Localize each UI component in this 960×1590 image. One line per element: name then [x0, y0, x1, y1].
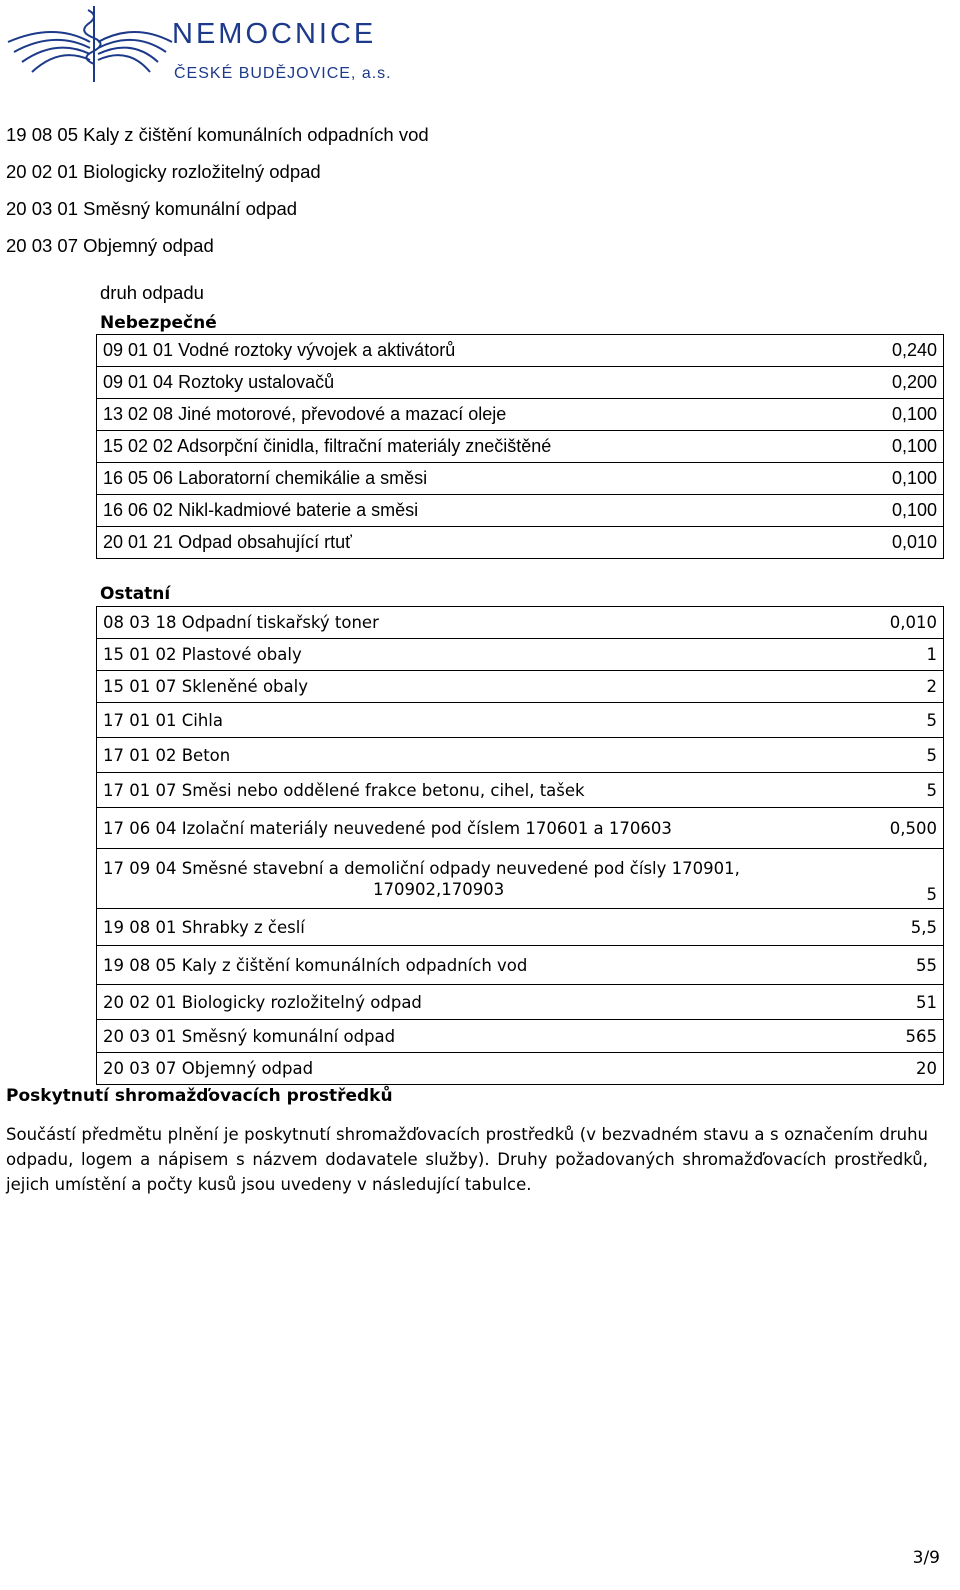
- waste-name: [97, 849, 812, 909]
- waste-amount: 55: [811, 946, 944, 985]
- table-row: [97, 671, 944, 703]
- table-row: [97, 463, 944, 495]
- waste-amount: 0,100: [811, 431, 944, 463]
- table-row: [97, 1053, 944, 1085]
- list-item: 20 02 01 Biologicky rozložitelný odpad: [6, 161, 321, 182]
- table-row: [97, 527, 944, 559]
- table-row: [97, 703, 944, 738]
- table-row: [97, 946, 944, 985]
- waste-name: 15 01 02 Plastové obaly: [97, 639, 812, 671]
- waste-amount: 5,5: [811, 909, 944, 946]
- waste-name: 20 03 01 Směsný komunální odpad: [97, 1020, 812, 1053]
- waste-name: 16 06 02 Nikl-kadmiové baterie a směsi: [97, 495, 812, 527]
- waste-amount: 0,100: [811, 463, 944, 495]
- table-row: [97, 738, 944, 773]
- waste-name: 17 01 07 Směsi nebo oddělené frakce betonu, cihel, tašek: [97, 773, 812, 808]
- table-row: [97, 985, 944, 1020]
- table-row: [97, 639, 944, 671]
- other-table: [96, 606, 944, 1085]
- hospital-logo: [4, 2, 424, 86]
- waste-name: 17 06 04 Izolační materiály neuvedené pod číslem 170601 a 170603: [97, 808, 812, 849]
- waste-amount: 1: [811, 639, 944, 671]
- waste-amount: 0,010: [811, 527, 944, 559]
- waste-name: 15 01 07 Skleněné obaly: [97, 671, 812, 703]
- table-row: [97, 849, 944, 909]
- table-row: [97, 773, 944, 808]
- waste-type-label: druh odpadu: [100, 282, 204, 303]
- table-row: [97, 367, 944, 399]
- logo-subtitle: ČESKÉ BUDĚJOVICE, a.s.: [174, 65, 392, 82]
- table-row: [97, 335, 944, 367]
- waste-name: 20 01 21 Odpad obsahující rtuť: [97, 527, 812, 559]
- waste-amount: 565: [811, 1020, 944, 1053]
- waste-amount: 0,200: [811, 367, 944, 399]
- hazard-table: [96, 334, 944, 559]
- list-item: 20 03 01 Směsný komunální odpad: [6, 198, 298, 219]
- list-item: 20 03 07 Objemný odpad: [6, 235, 214, 256]
- waste-name-line1: 17 09 04 Směsné stavební a demoliční odpady neuvedené pod čísly 170901,: [103, 858, 740, 878]
- waste-amount: 5: [811, 738, 944, 773]
- hazard-heading: Nebezpečné: [100, 313, 217, 333]
- waste-amount: 0,240: [811, 335, 944, 367]
- waste-name: 19 08 01 Shrabky z česlí: [97, 909, 812, 946]
- waste-name: 17 01 02 Beton: [97, 738, 812, 773]
- waste-name: 08 03 18 Odpadní tiskařský toner: [97, 607, 812, 639]
- logo-title: NEMOCNICE: [172, 18, 377, 50]
- waste-name: 09 01 04 Roztoky ustalovačů: [97, 367, 812, 399]
- list-item: 19 08 05 Kaly z čištění komunálních odpadních vod: [6, 124, 429, 145]
- table-row: [97, 399, 944, 431]
- caduceus-wings-icon: [4, 2, 174, 86]
- waste-name: 20 02 01 Biologicky rozložitelný odpad: [97, 985, 812, 1020]
- body-paragraph: Součástí předmětu plnění je poskytnutí shromažďovacích prostředků (v bezvadném stavu a s označením druhu odpadu, logem a nápisem s názvem dodavatele služby). Druhy požadovaných shromažďovacích prostředků, jejich umístění a počty kusů jsou uvedeny v následující tabulce.: [6, 1125, 928, 1194]
- waste-amount: 0,100: [811, 399, 944, 431]
- waste-name: 19 08 05 Kaly z čištění komunálních odpadních vod: [97, 946, 812, 985]
- table-row: [97, 909, 944, 946]
- table-row: [97, 431, 944, 463]
- waste-name: 09 01 01 Vodné roztoky vývojek a aktivátorů: [97, 335, 812, 367]
- waste-amount: 0,100: [811, 495, 944, 527]
- waste-amount: 5: [811, 849, 944, 909]
- waste-amount: 51: [811, 985, 944, 1020]
- other-heading: Ostatní: [100, 584, 171, 604]
- table-row: [97, 495, 944, 527]
- waste-name: 20 03 07 Objemný odpad: [97, 1053, 812, 1085]
- table-row: [97, 607, 944, 639]
- waste-name-line2: 170902,170903: [373, 879, 505, 899]
- waste-amount: 5: [811, 773, 944, 808]
- waste-amount: 0,010: [811, 607, 944, 639]
- waste-name: 16 05 06 Laboratorní chemikálie a směsi: [97, 463, 812, 495]
- waste-amount: 0,500: [811, 808, 944, 849]
- waste-name: 17 01 01 Cihla: [97, 703, 812, 738]
- waste-amount: 2: [811, 671, 944, 703]
- table-row: [97, 1020, 944, 1053]
- page-number: 3/9: [912, 1548, 940, 1568]
- waste-list: [6, 124, 429, 272]
- waste-name: 13 02 08 Jiné motorové, převodové a mazací oleje: [97, 399, 812, 431]
- waste-amount: 20: [811, 1053, 944, 1085]
- waste-name: 15 02 02 Adsorpční činidla, filtrační materiály znečištěné: [97, 431, 812, 463]
- table-row: [97, 808, 944, 849]
- waste-amount: 5: [811, 703, 944, 738]
- section-heading: Poskytnutí shromažďovacích prostředků: [6, 1086, 393, 1106]
